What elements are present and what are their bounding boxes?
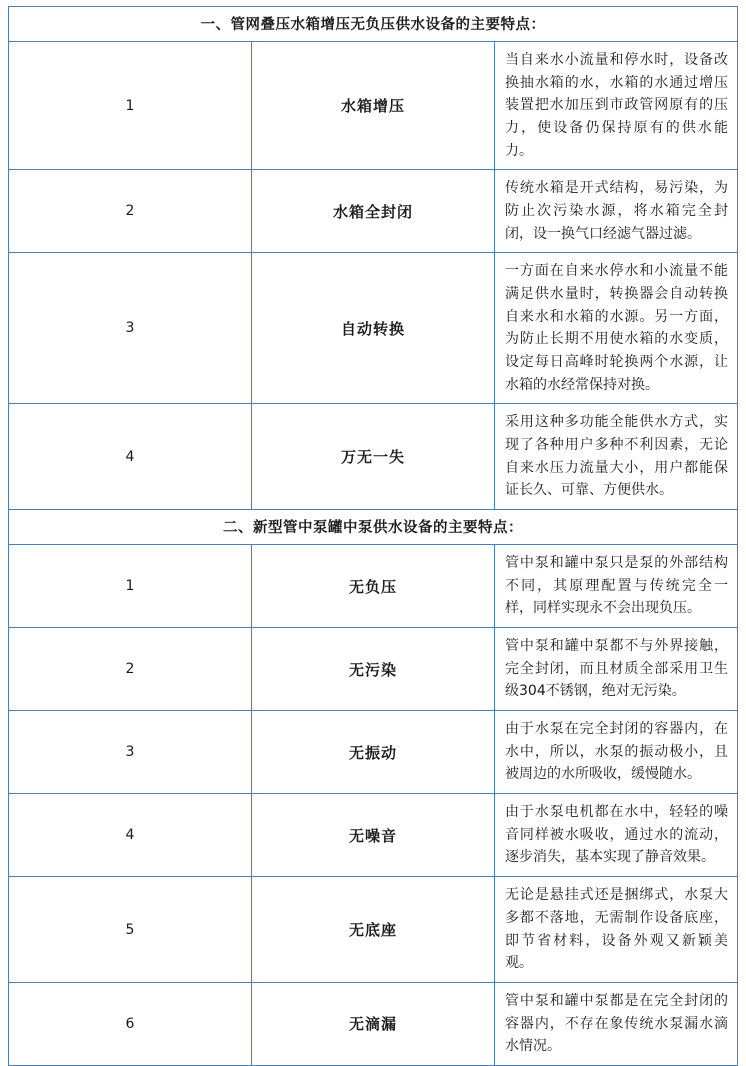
features-table	[8, 6, 738, 1066]
section-header-row	[9, 510, 738, 545]
row-number: 2	[9, 170, 252, 253]
row-description: 传统水箱是开式结构，易污染，为防止次污染水源，将水箱完全封闭，设一换气口经滤气器过滤。	[495, 170, 738, 253]
table-row	[9, 794, 738, 877]
row-title: 万无一失	[252, 404, 495, 510]
table-row	[9, 628, 738, 711]
row-title: 无噪音	[252, 794, 495, 877]
row-number: 3	[9, 253, 252, 404]
row-number: 1	[9, 42, 252, 170]
section-heading-1: 一、管网叠压水箱增压无负压供水设备的主要特点：	[9, 7, 738, 42]
row-description: 管中泵和罐中泵都不与外界接触，完全封闭，而且材质全部采用卫生级304不锈钢，绝对无污染。	[495, 628, 738, 711]
row-title: 水箱增压	[252, 42, 495, 170]
row-title: 无底座	[252, 877, 495, 983]
row-description: 由于水泵在完全封闭的容器内，在水中，所以，水泵的振动极小，且被周边的水所吸收，缓慢随水。	[495, 711, 738, 794]
row-title: 无振动	[252, 711, 495, 794]
table-row	[9, 545, 738, 628]
table-row	[9, 404, 738, 510]
row-number: 4	[9, 404, 252, 510]
row-number: 5	[9, 877, 252, 983]
row-description: 一方面在自来水停水和小流量不能满足供水量时，转换器会自动转换自来水和水箱的水源。另一方面，为防止长期不用使水箱的水变质，设定每日高峰时轮换两个水源，让水箱的水经常保持对换。	[495, 253, 738, 404]
table-row	[9, 42, 738, 170]
row-title: 无滴漏	[252, 982, 495, 1065]
row-number: 2	[9, 628, 252, 711]
section-header-row	[9, 7, 738, 42]
row-description: 管中泵和罐中泵只是泵的外部结构不同，其原理配置与传统完全一样，同样实现永不会出现负压。	[495, 545, 738, 628]
row-description: 由于水泵电机都在水中，轻轻的噪音同样被水吸收，通过水的流动，逐步消失，基本实现了静音效果。	[495, 794, 738, 877]
row-title: 无污染	[252, 628, 495, 711]
row-description: 管中泵和罐中泵都是在完全封闭的容器内，不存在象传统水泵漏水滴水情况。	[495, 982, 738, 1065]
row-description: 无论是悬挂式还是捆绑式，水泵大多都不落地，无需制作设备底座，即节省材料，设备外观又新颖美观。	[495, 877, 738, 983]
table-row	[9, 982, 738, 1065]
row-description: 采用这种多功能全能供水方式，实现了各种用户多种不利因素，无论自来水压力流量大小，用户都能保证长久、可靠、方便供水。	[495, 404, 738, 510]
table-row	[9, 877, 738, 983]
row-number: 1	[9, 545, 252, 628]
row-title: 无负压	[252, 545, 495, 628]
table-body	[9, 7, 738, 1066]
row-number: 4	[9, 794, 252, 877]
row-description: 当自来水小流量和停水时，设备改换抽水箱的水，水箱的水通过增压装置把水加压到市政管网原有的压力，使设备仍保持原有的供水能力。	[495, 42, 738, 170]
row-number: 6	[9, 982, 252, 1065]
table-row	[9, 253, 738, 404]
table-row	[9, 711, 738, 794]
table-row	[9, 170, 738, 253]
row-title: 自动转换	[252, 253, 495, 404]
row-title: 水箱全封闭	[252, 170, 495, 253]
row-number: 3	[9, 711, 252, 794]
section-heading-2: 二、新型管中泵罐中泵供水设备的主要特点：	[9, 510, 738, 545]
